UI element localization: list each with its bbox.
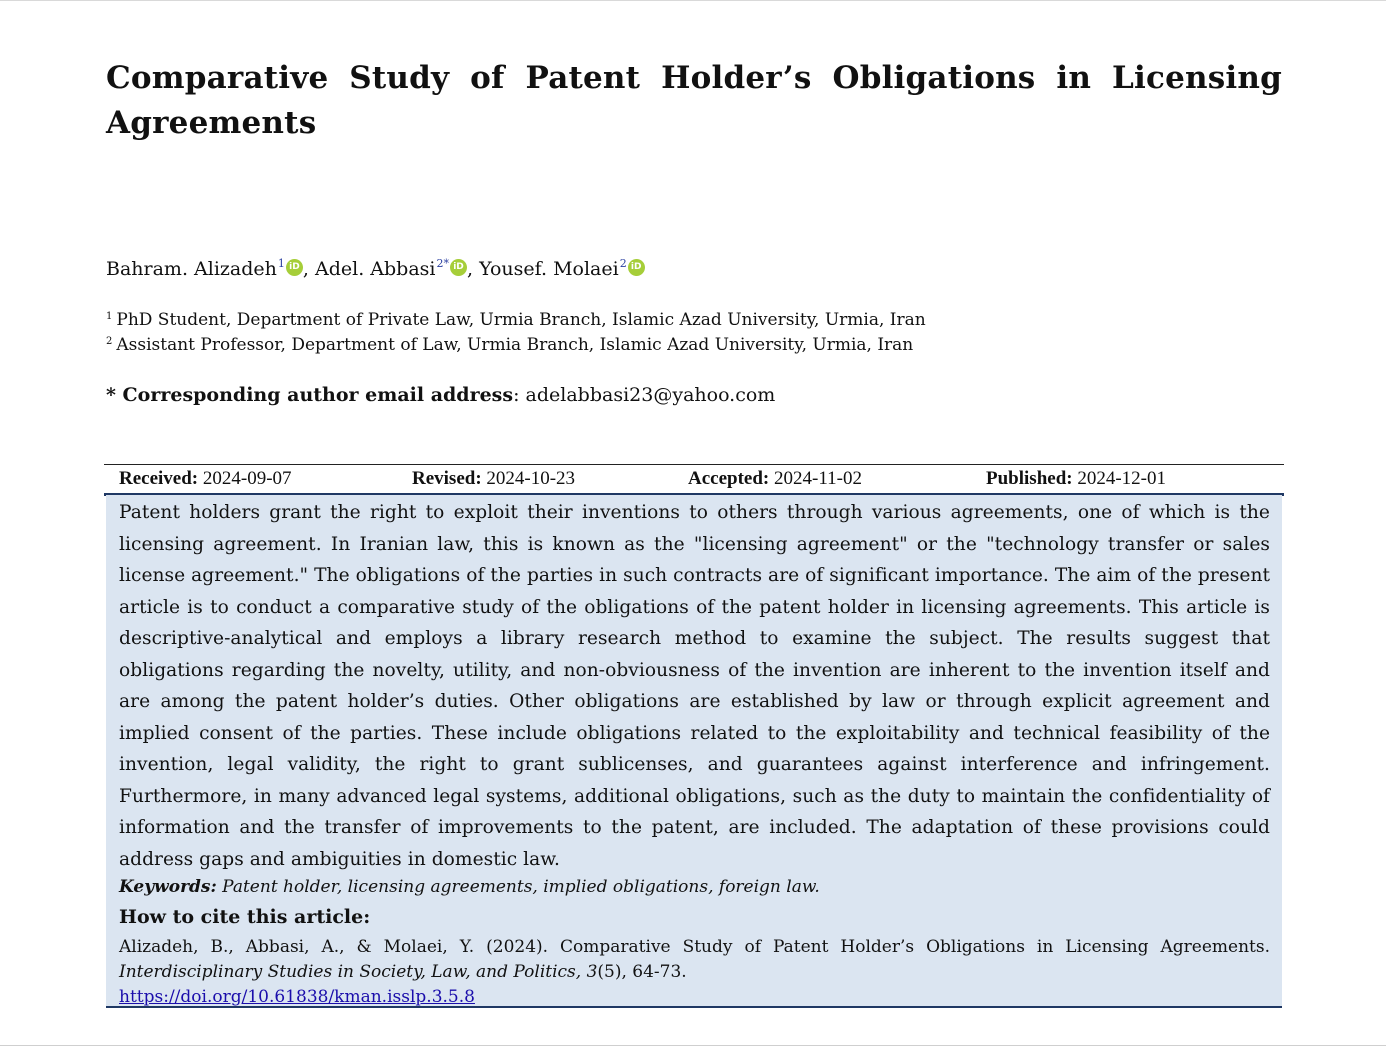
article-title: Comparative Study of Patent Holder’s Obligations in Licensing Agreements — [106, 60, 1282, 141]
affiliation-text: PhD Student, Department of Private Law, Urmia Branch, Islamic Azad University, Urmia, Iran — [116, 310, 926, 330]
published-date — [986, 468, 1166, 490]
abstract-text: Patent holders grant the right to exploit their inventions to others through various agreements, one of which is the licensing agreement. In Iranian law, this is known as the "licensing agreement" or the "technology transfer or sales license agreement." The obligations of the parties in such contracts are of significant importance. The aim of the present article is to conduct a comparative study of the obligations of the patent holder in licensing agreements. This article is descriptive-analytical and employs a library research method to examine the subject. The results suggest that obligations regarding the novelty, utility, and non-obviousness of the invention are inherent to the invention itself and are among the patent holder’s duties. Other obligations are established by law or through explicit agreement and implied consent of the parties. These include obligations related to the exploitability and technical feasibility of the invention, legal validity, the right to grant sublicenses, and guarantees against interference and infringement. Furthermore, in many advanced legal systems, additional obligations, such as the duty to maintain the confidentiality of information and the transfer of improvements to the patent, are included. The adaptation of these provisions could address gaps and ambiguities in domestic law. — [119, 502, 1270, 870]
affiliation-number: 1 — [106, 311, 113, 322]
author-separator: , — [302, 258, 315, 280]
accepted-date — [688, 468, 862, 490]
revised-label: Revised: — [412, 468, 482, 489]
orcid-icon[interactable]: iD — [286, 259, 303, 276]
page-top-edge — [0, 0, 1386, 1]
author-affiliation-marker: 2 — [619, 257, 627, 270]
published-label: Published: — [986, 468, 1073, 489]
abstract-box — [106, 495, 1282, 1008]
published-value: 2024-12-01 — [1077, 468, 1166, 489]
corresponding-email[interactable]: adelabbasi23@yahoo.com — [525, 384, 776, 406]
received-value: 2024-09-07 — [202, 468, 292, 489]
page-bottom-edge — [0, 1045, 1386, 1046]
keywords-text: Patent holder, licensing agreements, implied obligations, foreign law. — [216, 877, 820, 897]
author-affiliation-marker: 2* — [436, 257, 449, 270]
received-date — [119, 468, 292, 490]
citation-text: Alizadeh, B., Abbasi, A., & Molaei, Y. (2024). Comparative Study of Patent Holder’s Obligations in Licensing Agreements. — [119, 937, 1270, 957]
affiliation-text: Assistant Professor, Department of Law, Urmia Branch, Islamic Azad University, Urmia, Iran — [116, 335, 914, 355]
affiliation-1 — [106, 305, 1206, 332]
author-name: Adel. Abbasi — [314, 258, 436, 280]
revised-value: 2024-10-23 — [486, 468, 576, 489]
keywords-label: Keywords: — [119, 877, 217, 897]
affiliation-number: 2 — [106, 336, 113, 347]
citation-journal: Interdisciplinary Studies in Society, Law, and Politics, 3 — [119, 962, 598, 982]
received-label: Received: — [119, 468, 199, 489]
corresponding-colon: : — [513, 384, 526, 406]
keywords — [119, 875, 1270, 899]
author-name: Bahram. Alizadeh — [106, 258, 277, 280]
revised-date — [412, 468, 575, 490]
author-affiliation-marker: 1 — [277, 257, 285, 270]
affiliation-2 — [106, 330, 1206, 357]
corresponding-author — [106, 382, 775, 408]
doi-link[interactable]: https://doi.org/10.61838/kman.isslp.3.5.8 — [119, 987, 475, 1007]
article-dates-bar — [104, 464, 1284, 496]
citation-issue-pages: (5), 64-73. — [597, 962, 687, 982]
author-name: Yousef. Molaei — [479, 258, 619, 280]
author-separator: , — [466, 258, 480, 280]
citation — [119, 935, 1270, 1010]
orcid-icon[interactable]: iD — [628, 259, 645, 276]
orcid-icon[interactable]: iD — [450, 259, 467, 276]
corresponding-label: * Corresponding author email address — [106, 384, 514, 406]
accepted-label: Accepted: — [688, 468, 770, 489]
accepted-value: 2024-11-02 — [774, 468, 862, 489]
cite-heading: How to cite this article: — [119, 906, 371, 928]
author-list — [106, 251, 1282, 282]
